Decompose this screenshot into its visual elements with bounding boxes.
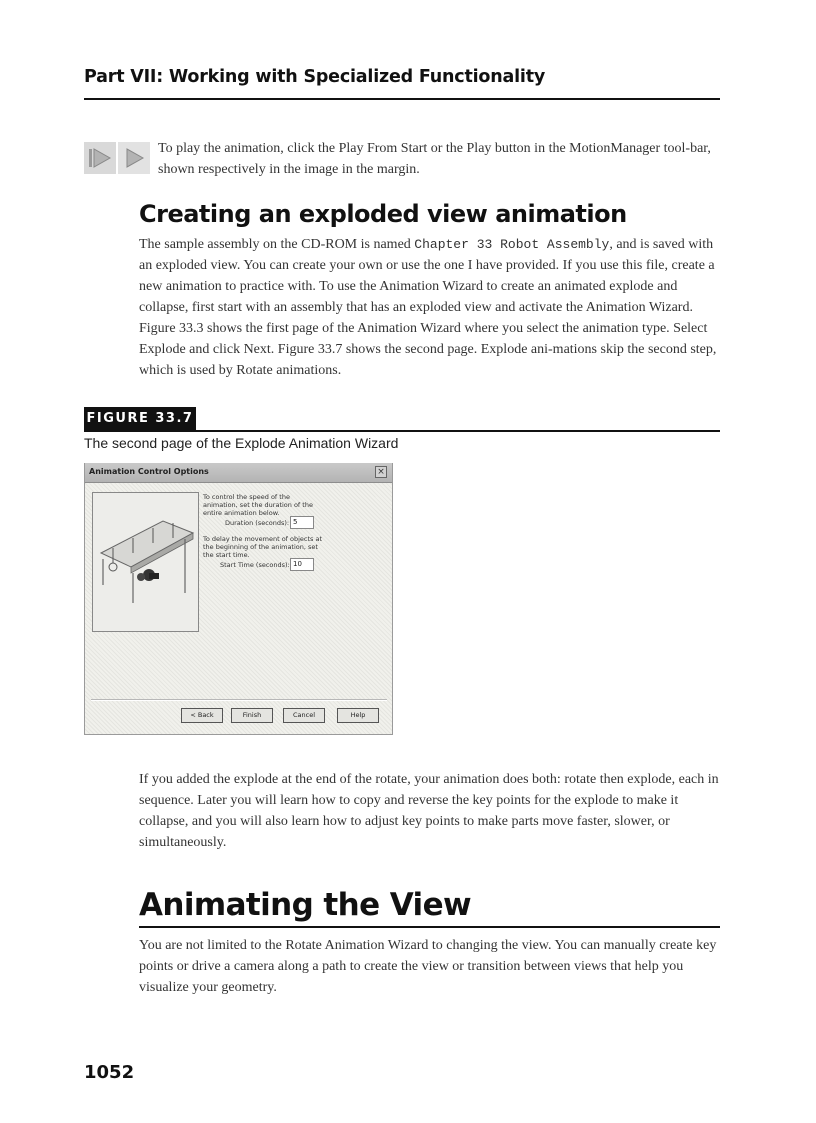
start-time-input[interactable]: 10 [290, 558, 314, 571]
assembly-preview-image [92, 492, 199, 632]
header-rule [84, 98, 720, 100]
section-heading-animating-view: Animating the View [139, 887, 472, 923]
robot-assembly-illustration [93, 493, 198, 631]
margin-play-icons [83, 141, 151, 175]
dialog-title: Animation Control Options [89, 467, 209, 476]
explode-rotate-paragraph: If you added the explode at the end of the rotate, your animation does both: rotate then explode, each in sequence. Later you will learn how to copy and reverse the key points for the explode to make it collapse, and you will also learn how to adjust key points to make parts move faster, slower, or simultaneously. [139, 772, 719, 850]
animating-view-paragraph: You are not limited to the Rotate Animation Wizard to changing the view. You can manually create key points or drive a camera along a path to create the view or transition between views that help you visualize your geometry. [139, 938, 717, 995]
animation-control-dialog [84, 463, 393, 735]
section1-text-b: , and is saved with an exploded view. You can create your own or use the one I have provided. If you use this file, create a new animation to practice with. To use the Animation Wizard to create an animated explode and collapse, first start with an assembly that has an exploded view and activate the Animation Wizard. Figure 33.3 shows the first page of the Animation Wizard where you select the animation type. Select Explode and click Next. Figure 33.7 shows the second page. Explode ani-mations skip the second step, which is used by Rotate animations. [139, 237, 717, 378]
section1-paragraph [139, 234, 720, 381]
cancel-button[interactable]: Cancel [283, 708, 325, 723]
play-icons-graphic [83, 141, 151, 175]
finish-button[interactable]: Finish [231, 708, 273, 723]
section1-text-a: The sample assembly on the CD-ROM is named [139, 237, 415, 252]
page-number: 1052 [84, 1062, 135, 1083]
close-icon[interactable]: × [375, 466, 387, 478]
figure-rule [84, 430, 720, 432]
duration-label: Duration (seconds): [225, 519, 290, 527]
back-button[interactable]: < Back [181, 708, 223, 723]
start-time-label: Start Time (seconds): [220, 561, 290, 569]
section-heading-exploded-view: Creating an exploded view animation [139, 200, 627, 228]
duration-input[interactable]: 5 [290, 516, 314, 529]
help-button[interactable]: Help [337, 708, 379, 723]
play-from-start-icon [84, 142, 116, 174]
code-assembly-name: Chapter 33 Robot Assembly [414, 237, 610, 252]
figure-label: FIGURE 33.7 [84, 407, 196, 430]
margin-note: To play the animation, click the Play From Start or the Play button in the MotionManager tool-bar, shown respectively in the image in the margin. [158, 141, 711, 177]
section-heading-rule [139, 926, 720, 928]
delay-instruction: To delay the movement of objects at the beginning of the animation, set the start time. [203, 535, 323, 559]
dialog-titlebar [85, 463, 392, 483]
play-icon [118, 142, 150, 174]
dialog-separator [91, 699, 387, 701]
figure-caption: The second page of the Explode Animation Wizard [84, 435, 399, 451]
speed-instruction: To control the speed of the animation, set the duration of the entire animation below. [203, 493, 313, 517]
running-header: Part VII: Working with Specialized Functionality [84, 67, 546, 87]
